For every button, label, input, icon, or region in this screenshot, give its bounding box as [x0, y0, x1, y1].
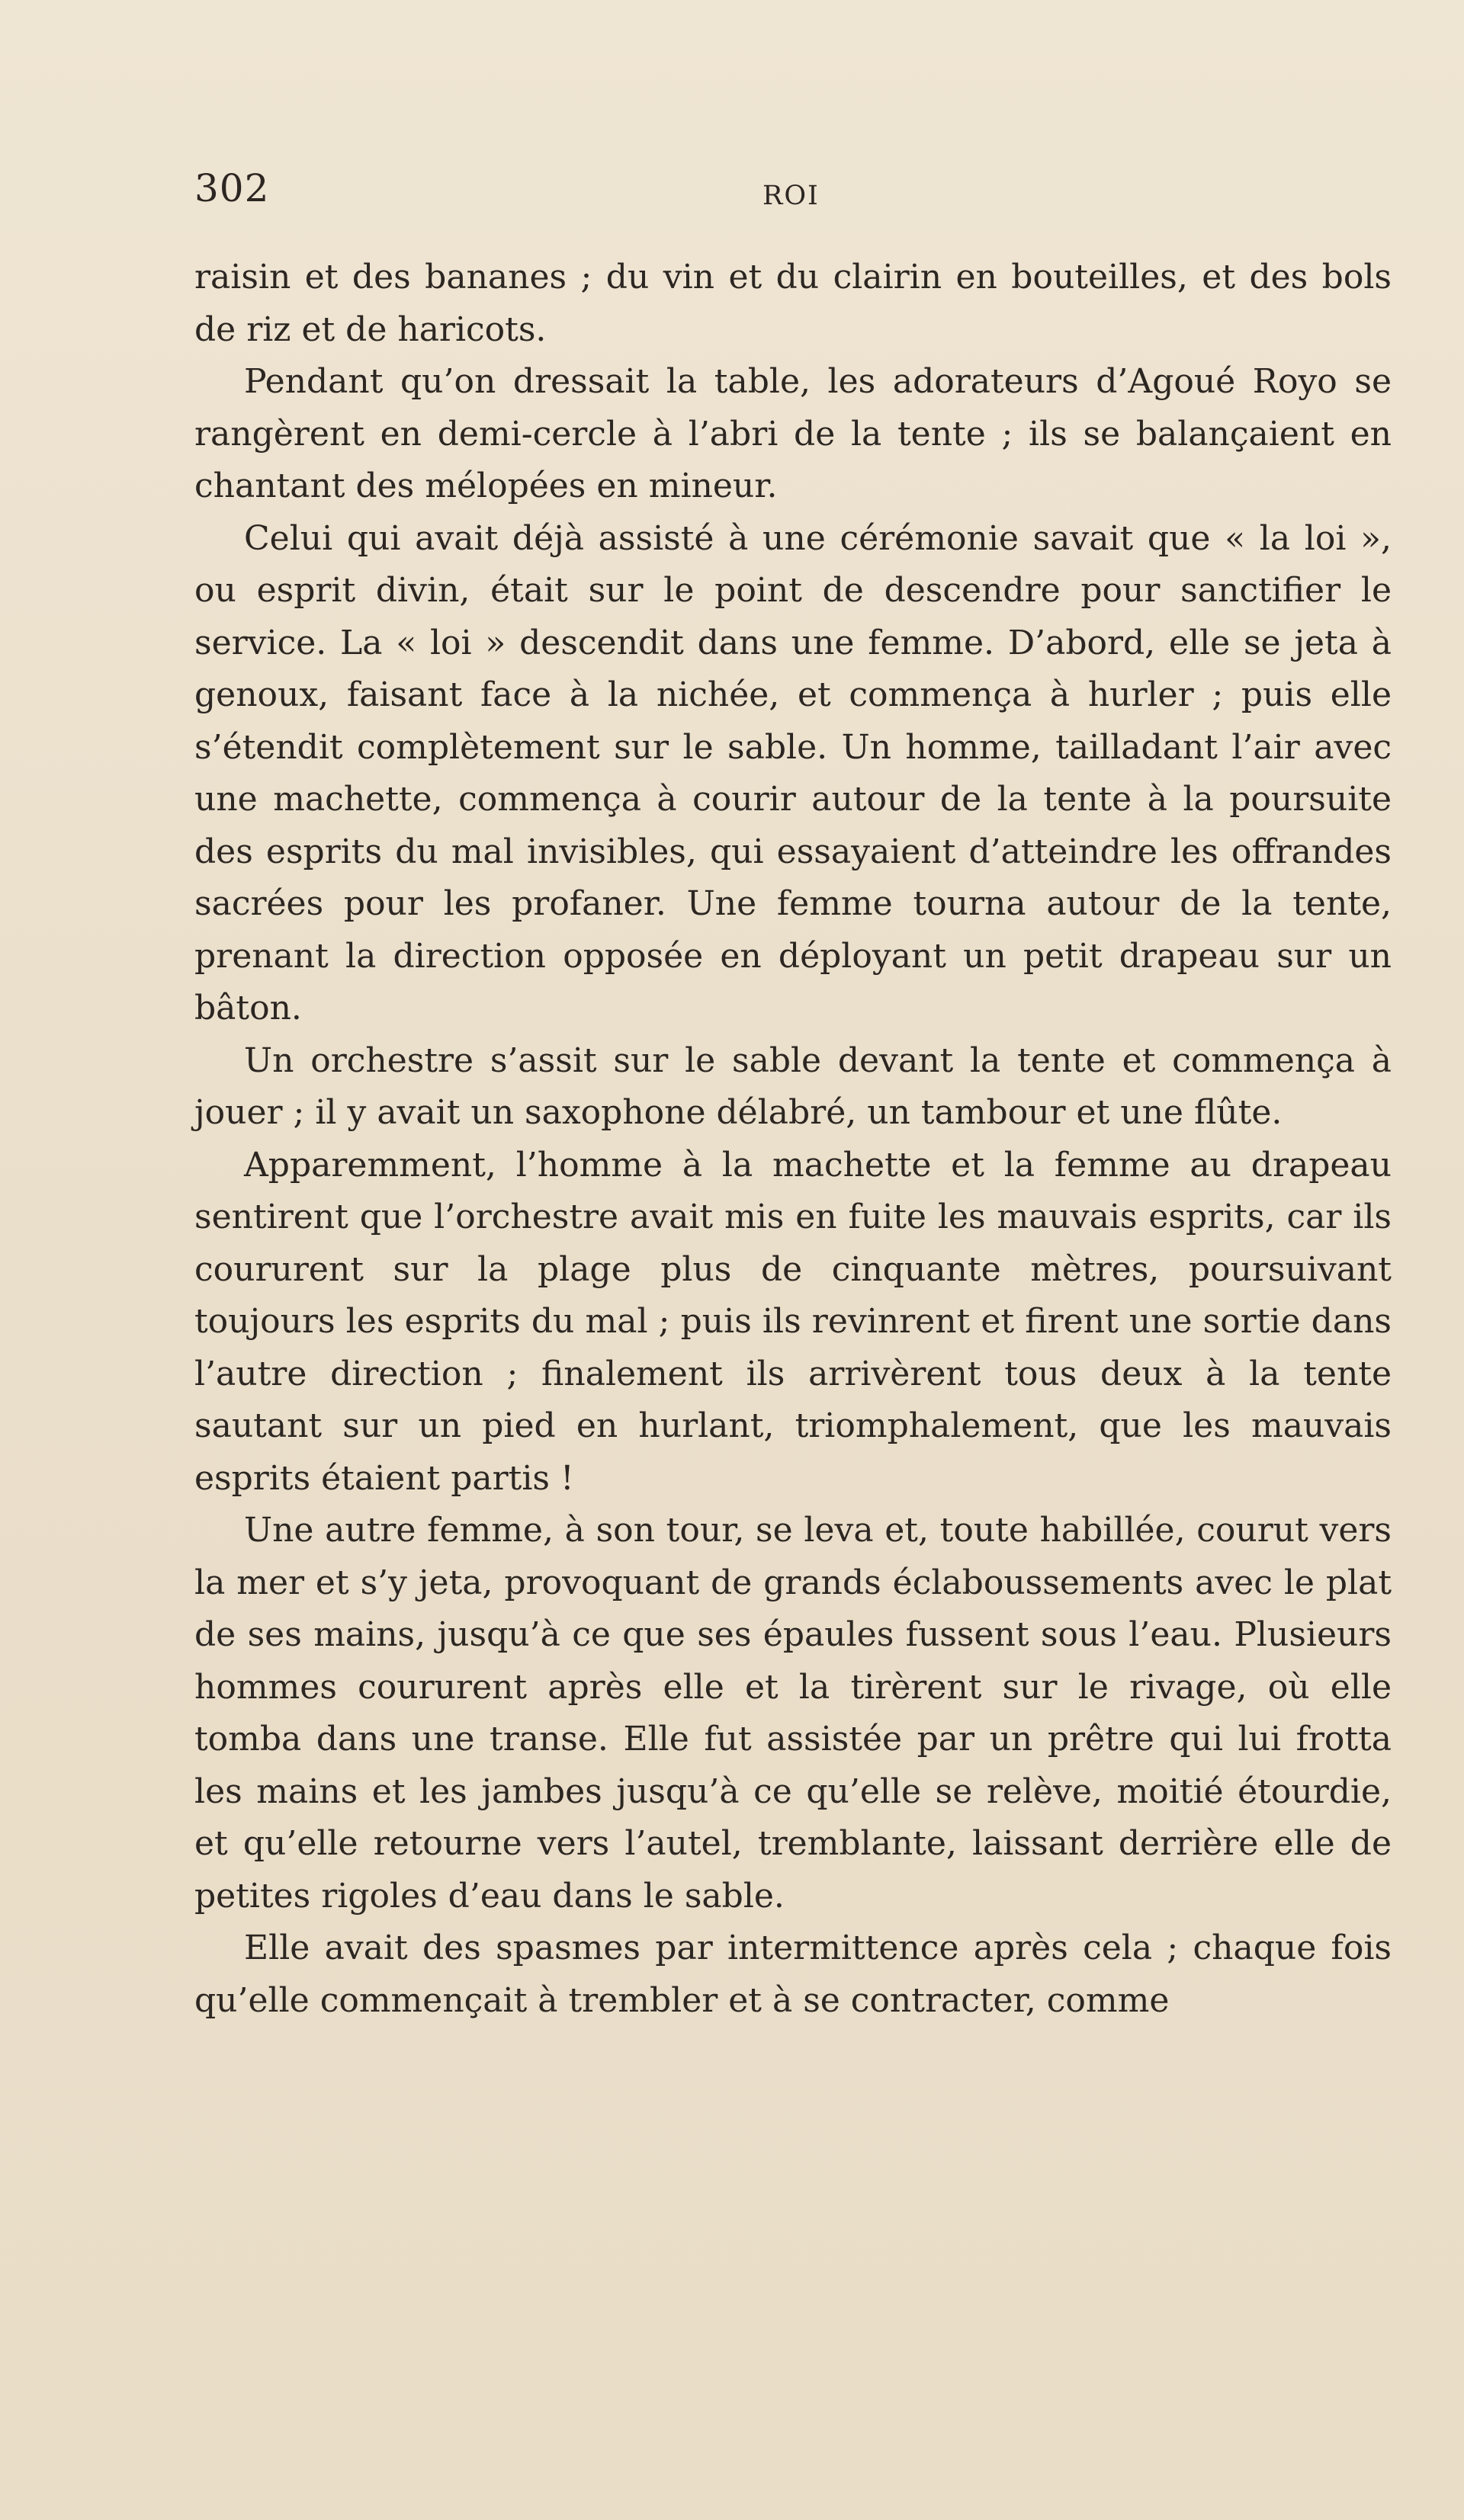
paragraph-7: Elle avait des spasmes par intermittence après cela ; chaque fois qu’elle commençait à trembler et à se contracter, comme: [194, 1928, 1392, 2020]
paragraph-4: Un orchestre s’assit sur le sable devant la tente et commença à jouer ; il y avait un saxophone délabré, un tambour et une flûte.: [194, 1040, 1392, 1132]
paragraph-6: Une autre femme, à son tour, se leva et, toute habillée, courut vers la mer et s’y jeta, provoquant de grands éclaboussements avec le plat de ses mains, jusqu’à ce que ses épaules fussent sous l’eau. Plusieurs hommes coururent après elle et la tirèrent sur le rivage, où elle tomba dans une transe. Elle fut assistée par un prêtre qui lui frotta les mains et les jambes jusqu’à ce qu’elle se relève, moitié étourdie, et qu’elle retourne vers l’autel, tremblante, laissant derrière elle de petites rigoles d’eau dans le sable.: [194, 1511, 1392, 1916]
page-header: [194, 166, 1392, 223]
paragraph-5: Apparemment, l’homme à la machette et la femme au drapeau sentirent que l’orchestre avait mis en fuite les mauvais esprits, car ils coururent sur la plage plus de cinquante mètres, poursuivant toujours les esprits du mal ; puis ils revinrent et firent une sortie dans l’autre direction ; finalement ils arrivèrent tous deux à la tente sautant sur un pied en hurlant, triomphalement, que les mauvais esprits étaient partis !: [194, 1145, 1392, 1498]
paragraph-1: raisin et des bananes ; du vin et du clairin en bouteilles, et des bols de riz et de haricots.: [194, 258, 1392, 349]
body-text: [194, 252, 1392, 2027]
running-title: ROI: [762, 181, 820, 211]
page-number: 302: [194, 166, 270, 210]
paragraph-2: Pendant qu’on dressait la table, les adorateurs d’Agoué Royo se rangèrent en demi-cercle à l’abri de la tente ; ils se balançaient en chantant des mélopées en mineur.: [194, 362, 1392, 505]
paragraph-3: Celui qui avait déjà assisté à une cérémonie savait que « la loi », ou esprit divin, était sur le point de descendre pour sanctifier le service. La « loi » descendit dans une femme. D’abord, elle se jeta à genoux, faisant face à la nichée, et commença à hurler ; puis elle s’étendit complètement sur le sable. Un homme, tailladant l’air avec une machette, commença à courir autour de la tente à la poursuite des esprits du mal invisibles, qui essayaient d’atteindre les offrandes sacrées pour les profaner. Une femme tourna autour de la tente, prenant la direction opposée en déployant un petit drapeau sur un bâton.: [194, 518, 1392, 1028]
